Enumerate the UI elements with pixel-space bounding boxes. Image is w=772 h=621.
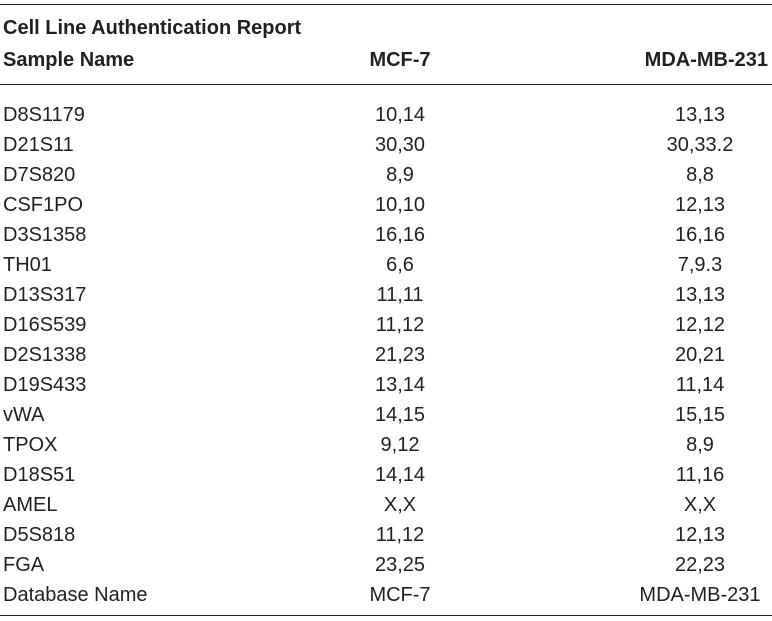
table-row xyxy=(0,340,772,370)
mda-mb-231-value-cell: 8,8 xyxy=(686,164,714,186)
mcf7-value-cell: 14,14 xyxy=(374,464,426,486)
mda-mb-231-value-cell: 20,21 xyxy=(674,344,726,366)
table-row xyxy=(0,100,772,130)
table-body xyxy=(0,100,772,610)
mda-mb-231-value-cell: 12,13 xyxy=(674,194,726,216)
column-header-mda-mb-231: MDA-MB-231 xyxy=(644,49,768,71)
table-bottom-rule xyxy=(0,615,772,616)
table-row xyxy=(0,370,772,400)
marker-name-cell: D8S1179 xyxy=(3,104,85,126)
mda-mb-231-value-cell: 16,16 xyxy=(674,224,726,246)
mcf7-value-cell: 21,23 xyxy=(374,344,426,366)
marker-name-cell: D5S818 xyxy=(3,524,76,546)
table-header-rule xyxy=(0,84,772,85)
marker-name-cell: TH01 xyxy=(3,254,52,276)
mcf7-value-cell: 9,12 xyxy=(380,434,420,456)
mda-mb-231-value-cell: 15,15 xyxy=(674,404,726,426)
marker-name-cell: CSF1PO xyxy=(3,194,84,216)
mcf7-value-cell: 16,16 xyxy=(374,224,426,246)
mda-mb-231-value-cell: 13,13 xyxy=(674,284,726,306)
marker-name-cell: D21S11 xyxy=(3,134,74,156)
mcf7-value-cell: 30,30 xyxy=(374,134,426,156)
table-row xyxy=(0,400,772,430)
marker-name-cell: D19S433 xyxy=(3,374,87,396)
mcf7-value-cell: 11,11 xyxy=(376,284,424,306)
mcf7-value-cell: 11,12 xyxy=(375,314,425,336)
mcf7-value-cell: 10,14 xyxy=(374,104,426,126)
table-row xyxy=(0,280,772,310)
column-header-sample-name: Sample Name xyxy=(3,49,135,71)
mcf7-value-cell: 13,14 xyxy=(374,374,426,396)
mda-mb-231-value-cell: 12,12 xyxy=(674,314,726,336)
marker-name-cell: D18S51 xyxy=(3,464,76,486)
marker-name-cell: D2S1338 xyxy=(3,344,87,366)
mda-mb-231-value-cell: 8,9 xyxy=(686,434,714,456)
table-row xyxy=(0,130,772,160)
mda-mb-231-value-cell: 22,23 xyxy=(674,554,726,576)
table-row xyxy=(0,520,772,550)
marker-name-cell: D3S1358 xyxy=(3,224,87,246)
table-row xyxy=(0,430,772,460)
table-row xyxy=(0,250,772,280)
table-top-rule xyxy=(0,4,772,5)
table-row xyxy=(0,580,772,610)
table-title: Cell Line Authentication Report xyxy=(3,17,302,39)
mcf7-value-cell: 8,9 xyxy=(386,164,414,186)
mcf7-value-cell: 11,12 xyxy=(375,524,425,546)
table-row xyxy=(0,460,772,490)
marker-name-cell: FGA xyxy=(3,554,45,576)
marker-name-cell: D16S539 xyxy=(3,314,87,336)
table-row xyxy=(0,550,772,580)
marker-name-cell: AMEL xyxy=(3,494,58,516)
marker-name-cell: vWA xyxy=(3,404,45,426)
mda-mb-231-value-cell: 13,13 xyxy=(674,104,726,126)
table-row xyxy=(0,490,772,520)
mda-mb-231-value-cell: 7,9.3 xyxy=(677,254,723,276)
mcf7-value-cell: 14,15 xyxy=(374,404,426,426)
mda-mb-231-value-cell: X,X xyxy=(683,494,717,516)
mcf7-value-cell: MCF-7 xyxy=(369,584,431,606)
table-row xyxy=(0,190,772,220)
marker-name-cell: Database Name xyxy=(3,584,148,606)
marker-name-cell: D7S820 xyxy=(3,164,76,186)
marker-name-cell: TPOX xyxy=(3,434,58,456)
mda-mb-231-value-cell: 11,16 xyxy=(675,464,725,486)
mda-mb-231-value-cell: 30,33.2 xyxy=(666,134,734,156)
mcf7-value-cell: X,X xyxy=(383,494,417,516)
mcf7-value-cell: 10,10 xyxy=(374,194,426,216)
marker-name-cell: D13S317 xyxy=(3,284,87,306)
table-row xyxy=(0,160,772,190)
mda-mb-231-value-cell: MDA-MB-231 xyxy=(639,584,761,606)
mda-mb-231-value-cell: 11,14 xyxy=(675,374,725,396)
mcf7-value-cell: 6,6 xyxy=(386,254,414,276)
mda-mb-231-value-cell: 12,13 xyxy=(674,524,726,546)
table-row xyxy=(0,220,772,250)
table-row xyxy=(0,310,772,340)
column-header-mcf7: MCF-7 xyxy=(369,49,431,71)
mcf7-value-cell: 23,25 xyxy=(374,554,426,576)
